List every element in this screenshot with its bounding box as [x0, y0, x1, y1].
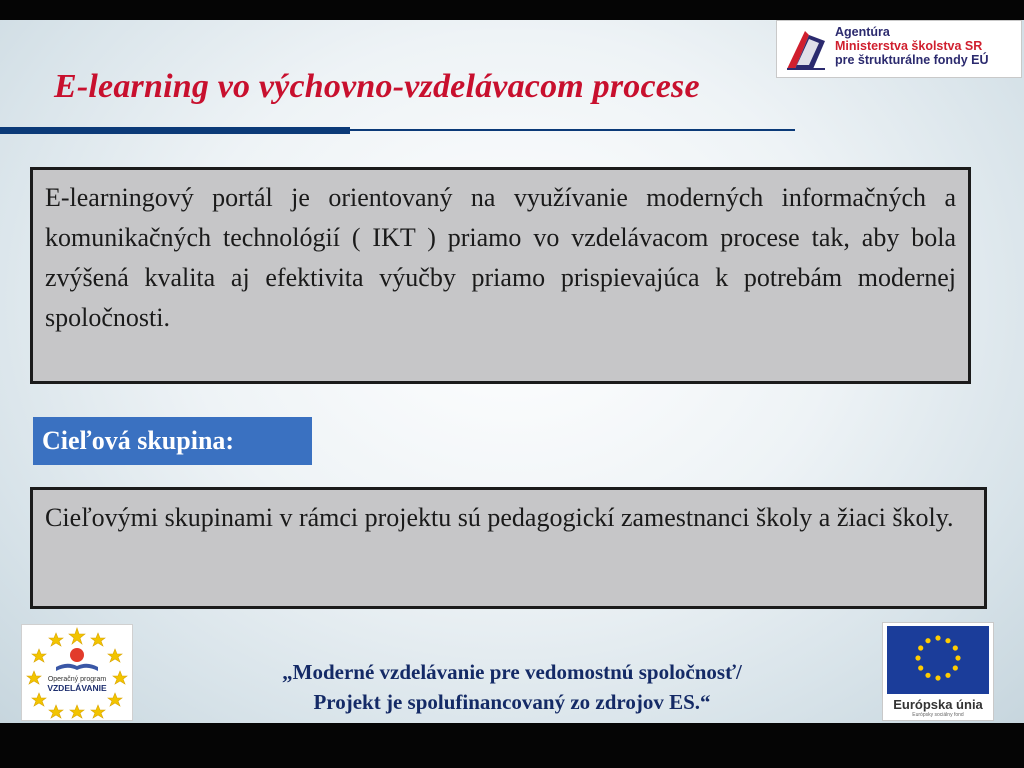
target-group-box — [30, 487, 987, 609]
op-logo-line-1: Operačný program — [47, 676, 107, 683]
op-vzdelavanie-logo-icon — [22, 625, 132, 720]
eu-logo — [882, 622, 994, 721]
op-logo-line-2: VZDELÁVANIE — [47, 683, 107, 693]
footer-line-1: „Moderné vzdelávanie pre vedomostnú spoločnosť/ — [282, 660, 742, 684]
agency-line-2: Ministerstva školstva SR — [835, 39, 983, 53]
op-vzdelavanie-logo — [21, 624, 133, 721]
title-underline-thin — [350, 129, 795, 131]
page-title: E-learning vo výchovno-vzdelávacom procese — [54, 68, 700, 105]
intro-text-box — [30, 167, 971, 384]
slide-canvas — [0, 20, 1024, 723]
intro-text: E-learningový portál je orientovaný na využívanie moderných informačných a komunikačných technológií ( IKT ) priamo vo vzdelávacom procese tak, aby bola zvýšená kvalita aj efektivita výučby priamo prispievajúca k potrebám modernej spoločnosti. — [45, 183, 956, 332]
agency-line-1: Agentúra — [835, 25, 890, 39]
title-underline-thick — [0, 127, 350, 134]
footer-line-2: Projekt je spolufinancovaný zo zdrojov ES.“ — [313, 690, 711, 714]
eu-sublabel: Európsky sociálny fond — [912, 712, 964, 718]
eu-flag-icon — [887, 626, 989, 694]
agency-logo — [776, 20, 1022, 78]
target-group-label: Cieľová skupina: — [33, 417, 312, 465]
target-group-text: Cieľovými skupinami v rámci projektu sú pedagogickí zamestnanci školy a žiaci školy. — [45, 503, 954, 532]
eu-label: Európska únia — [893, 697, 983, 712]
footer-text — [150, 657, 874, 717]
bottom-black-bar — [0, 723, 1024, 768]
agency-line-3: pre štrukturálne fondy EÚ — [835, 53, 989, 67]
top-black-bar — [0, 0, 1024, 20]
agency-logo-icon — [783, 25, 829, 73]
